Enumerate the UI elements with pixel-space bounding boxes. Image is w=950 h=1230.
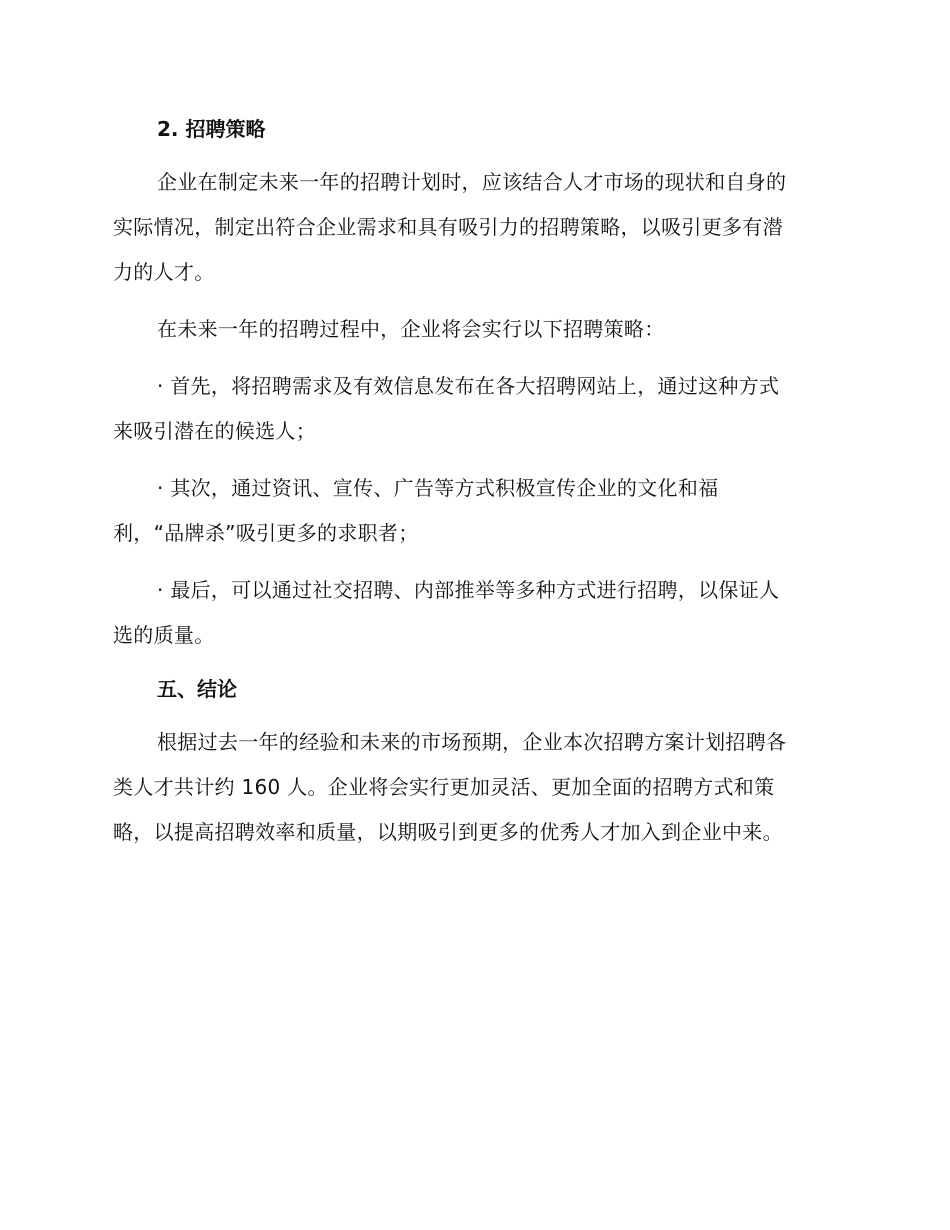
text-line: 实际情况，制定出符合企业需求和具有吸引力的招聘策略，以吸引更多有潜	[113, 215, 783, 239]
text-line: · 最后，可以通过社交招聘、内部推举等多种方式进行招聘，以保证人	[157, 578, 780, 602]
paragraph-strategy-intro	[113, 160, 835, 295]
paragraph-strategy-lead	[113, 307, 835, 352]
document-page	[113, 110, 835, 855]
bullet-item-2	[113, 466, 835, 556]
text-line: 力的人才。	[113, 260, 215, 284]
text-line: 企业在制定未来一年的招聘计划时，应该结合人才市场的现状和自身的	[157, 170, 787, 194]
text-line: · 其次，通过资讯、宣传、广告等方式积极宣传企业的文化和福	[157, 476, 719, 500]
text-line: 类人才共计约 160 人。企业将会实行更加灵活、更加全面的招聘方式和策	[113, 775, 775, 799]
bullet-item-1	[113, 364, 835, 454]
text-line: 略，以提高招聘效率和质量，以期吸引到更多的优秀人才加入到企业中来。	[113, 820, 783, 844]
text-line: 选的质量。	[113, 623, 215, 647]
paragraph-conclusion	[113, 720, 835, 855]
text-line: · 首先，将招聘需求及有效信息发布在各大招聘网站上，通过这种方式	[157, 374, 780, 398]
section-heading-conclusion: 五、结论	[157, 677, 237, 701]
section-heading-strategy: 2. 招聘策略	[157, 117, 266, 141]
text-line: 根据过去一年的经验和未来的市场预期，企业本次招聘方案计划招聘各	[157, 730, 787, 754]
bullet-item-3	[113, 568, 835, 658]
text-line: 来吸引潜在的候选人；	[113, 419, 316, 443]
text-line: 利，“品牌杀”吸引更多的求职者；	[113, 521, 419, 545]
text-line: 在未来一年的招聘过程中，企业将会实行以下招聘策略：	[157, 317, 665, 341]
